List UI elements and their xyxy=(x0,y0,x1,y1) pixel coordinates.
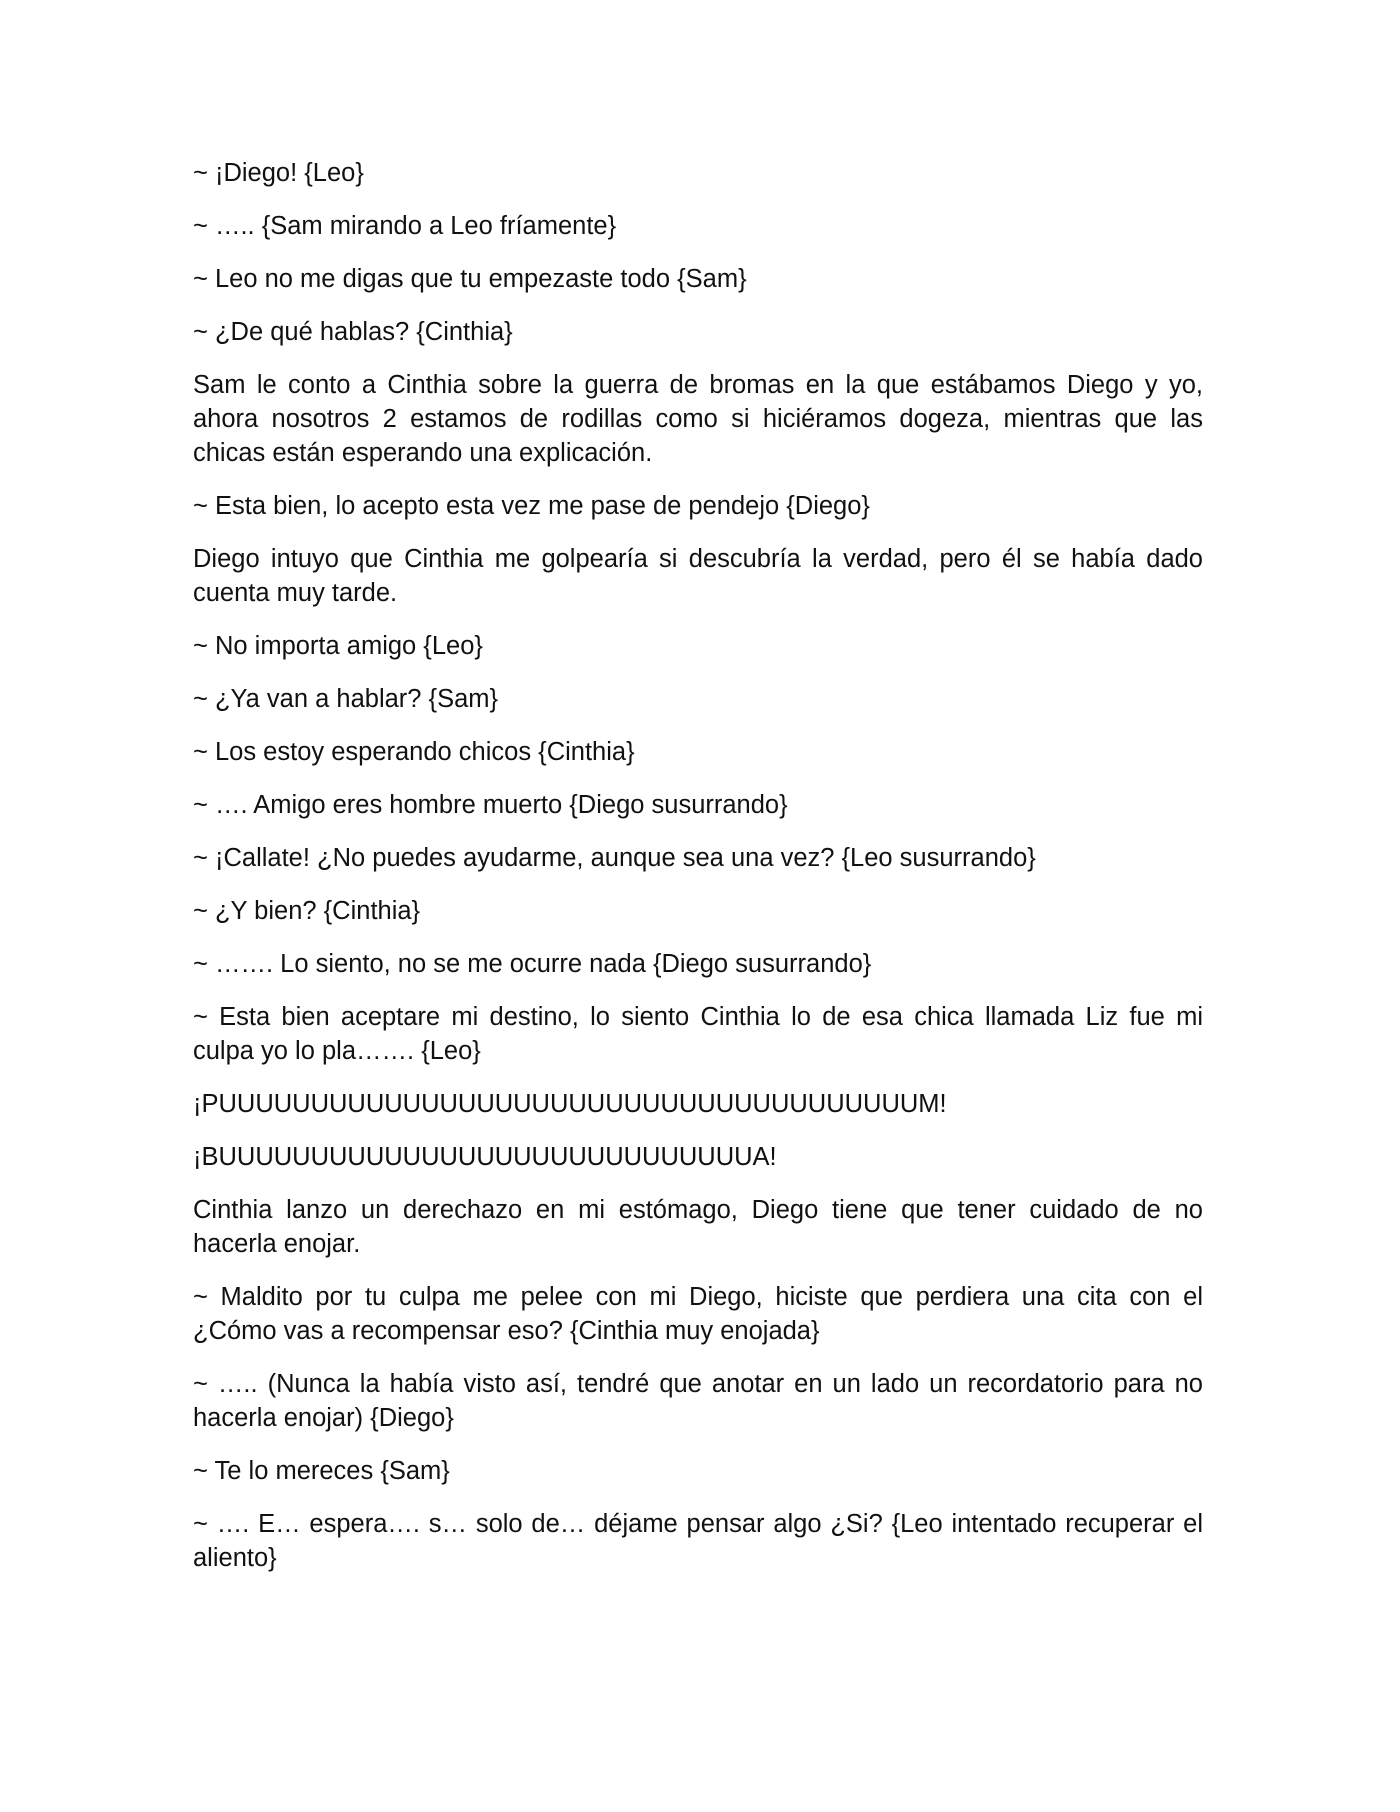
dialogue-line: ~ ¡Diego! {Leo} xyxy=(193,159,364,187)
dialogue-line: ~ Los estoy esperando chicos {Cinthia} xyxy=(193,738,635,766)
dialogue-line: ~ …. Amigo eres hombre muerto {Diego susurrando} xyxy=(193,791,788,819)
sound-effect: ¡PUUUUUUUUUUUUUUUUUUUUUUUUUUUUUUUUUUUUUUM! xyxy=(193,1090,947,1118)
dialogue-line: ~ No importa amigo {Leo} xyxy=(193,632,483,660)
sound-effect: ¡BUUUUUUUUUUUUUUUUUUUUUUUUUUUUUA! xyxy=(193,1143,777,1171)
dialogue-line: ~ ¿De qué hablas? {Cinthia} xyxy=(193,318,513,346)
document-page xyxy=(193,156,1203,1594)
dialogue-line: ~ Esta bien, lo acepto esta vez me pase de pendejo {Diego} xyxy=(193,492,870,520)
dialogue-line: ~ ¿Ya van a hablar? {Sam} xyxy=(193,685,499,713)
dialogue-line: ~ ¡Callate! ¿No puedes ayudarme, aunque sea una vez? {Leo susurrando} xyxy=(193,844,1036,872)
narration-paragraph: Cinthia lanzo un derechazo en mi estómago, Diego tiene que tener cuidado de no hacerla enojar. xyxy=(193,1196,1203,1258)
dialogue-line: ~ …. E… espera…. s… solo de… déjame pensar algo ¿Si? {Leo intentado recuperar el aliento} xyxy=(193,1510,1203,1572)
dialogue-line: ~ Te lo mereces {Sam} xyxy=(193,1457,450,1485)
dialogue-line: ~ Leo no me digas que tu empezaste todo {Sam} xyxy=(193,265,747,293)
dialogue-line: ~ Maldito por tu culpa me pelee con mi Diego, hiciste que perdiera una cita con el ¿Cómo vas a recompensar eso? {Cinthia muy enojada} xyxy=(193,1283,1203,1345)
narration-paragraph: Sam le conto a Cinthia sobre la guerra de bromas en la que estábamos Diego y yo, ahora nosotros 2 estamos de rodillas como si hiciéramos dogeza, mientras que las chicas están esperando una explicación. xyxy=(193,371,1203,467)
dialogue-line: ~ ….. (Nunca la había visto así, tendré que anotar en un lado un recordatorio para no hacerla enojar) {Diego} xyxy=(193,1370,1203,1432)
dialogue-line: ~ ….. {Sam mirando a Leo fríamente} xyxy=(193,212,617,240)
dialogue-line: ~ ……. Lo siento, no se me ocurre nada {Diego susurrando} xyxy=(193,950,872,978)
dialogue-line: ~ ¿Y bien? {Cinthia} xyxy=(193,897,421,925)
dialogue-line: ~ Esta bien aceptare mi destino, lo siento Cinthia lo de esa chica llamada Liz fue mi culpa yo lo pla……. {Leo} xyxy=(193,1003,1203,1065)
narration-paragraph: Diego intuyo que Cinthia me golpearía si descubría la verdad, pero él se había dado cuenta muy tarde. xyxy=(193,545,1203,607)
